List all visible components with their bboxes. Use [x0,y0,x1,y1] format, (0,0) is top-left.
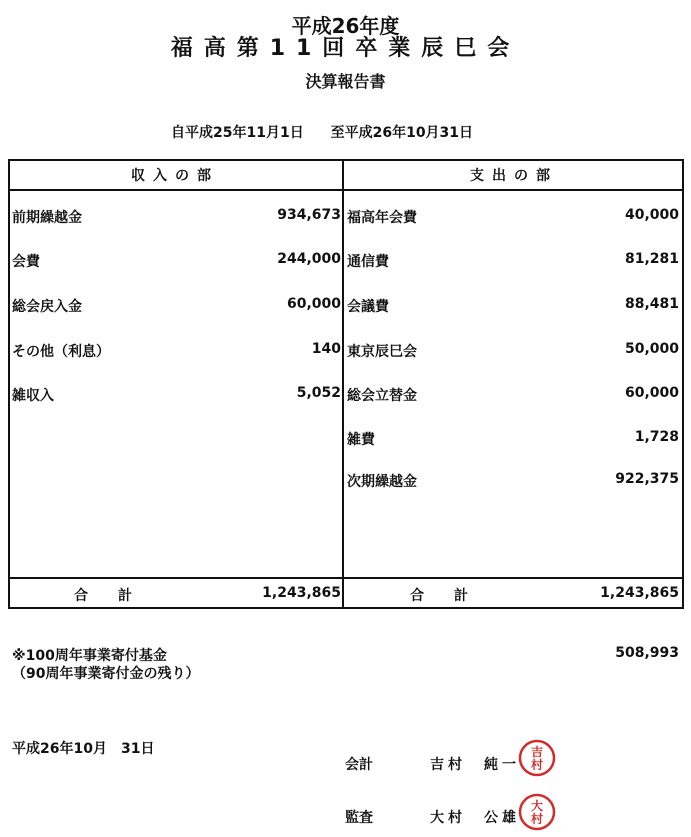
svg-text:吉: 吉 [530,745,544,759]
expense-row-label: 福高年会費 [347,210,417,226]
income-row-label: 会費 [12,254,40,270]
expense-row-value: 1,728 [634,429,679,445]
income-row-value: 934,673 [277,207,341,223]
period-to: 至平成26年10月31日 [330,125,474,141]
income-total-label: 合計 [74,588,162,604]
income-heading: 収入の部 [131,168,219,184]
income-row-label: 総会戻入金 [12,299,82,315]
svg-text:大: 大 [530,799,544,813]
expense-row-value: 40,000 [624,207,679,223]
income-total-value: 1,243,865 [262,585,341,601]
expense-heading: 支出の部 [470,168,558,184]
expense-row-value: 60,000 [624,385,679,401]
total-divider [8,577,684,579]
report-date: 平成26年10月 31日 [12,741,155,757]
income-row-value: 244,000 [277,251,341,267]
svg-text:村: 村 [530,812,544,826]
accountant-seal [517,738,557,778]
expense-row-value: 88,481 [624,296,679,312]
fiscal-year-title: 平成26年度 [291,14,400,38]
auditor-seal [517,792,557,832]
expense-total-label: 合計 [410,588,498,604]
expense-row-label: 通信費 [347,254,389,270]
expense-row-value: 50,000 [624,341,679,357]
expense-row-label: 総会立替金 [347,388,417,404]
header-divider [8,189,684,191]
auditor-name: 大村 公雄 [430,810,520,826]
expense-total-value: 1,243,865 [600,585,679,601]
accountant-name: 吉村 純一 [430,757,520,773]
expense-row-label: 雑費 [347,432,375,448]
period-from: 自平成25年11月1日 [171,125,304,141]
organization-title: 福高第11回卒業辰巳会 [170,36,521,61]
income-row-label: 前期繰越金 [12,210,82,226]
expense-row-label: 東京辰巳会 [347,344,417,360]
svg-text:村: 村 [530,758,544,772]
table-center-divider [342,159,344,609]
period-range [171,122,495,142]
income-row-value: 60,000 [286,296,341,312]
expense-row-label: 次期繰越金 [347,474,417,490]
auditor-role: 監査 [345,810,373,826]
income-row-value: 140 [311,341,341,357]
expense-row-label: 会議費 [347,299,389,315]
fund-label: ※100周年事業寄付基金 [12,648,167,664]
fund-note: （90周年事業寄付金の残り） [12,666,200,682]
income-row-value: 5,052 [296,385,341,401]
fund-value: 508,993 [615,645,679,661]
settlement-table [8,159,684,609]
document-title: 決算報告書 [305,72,386,91]
income-row-label: その他（利息） [12,344,110,360]
expense-row-value: 81,281 [624,251,679,267]
income-row-label: 雑収入 [12,388,54,404]
accountant-role: 会計 [345,757,373,773]
expense-row-value: 922,375 [615,471,679,487]
